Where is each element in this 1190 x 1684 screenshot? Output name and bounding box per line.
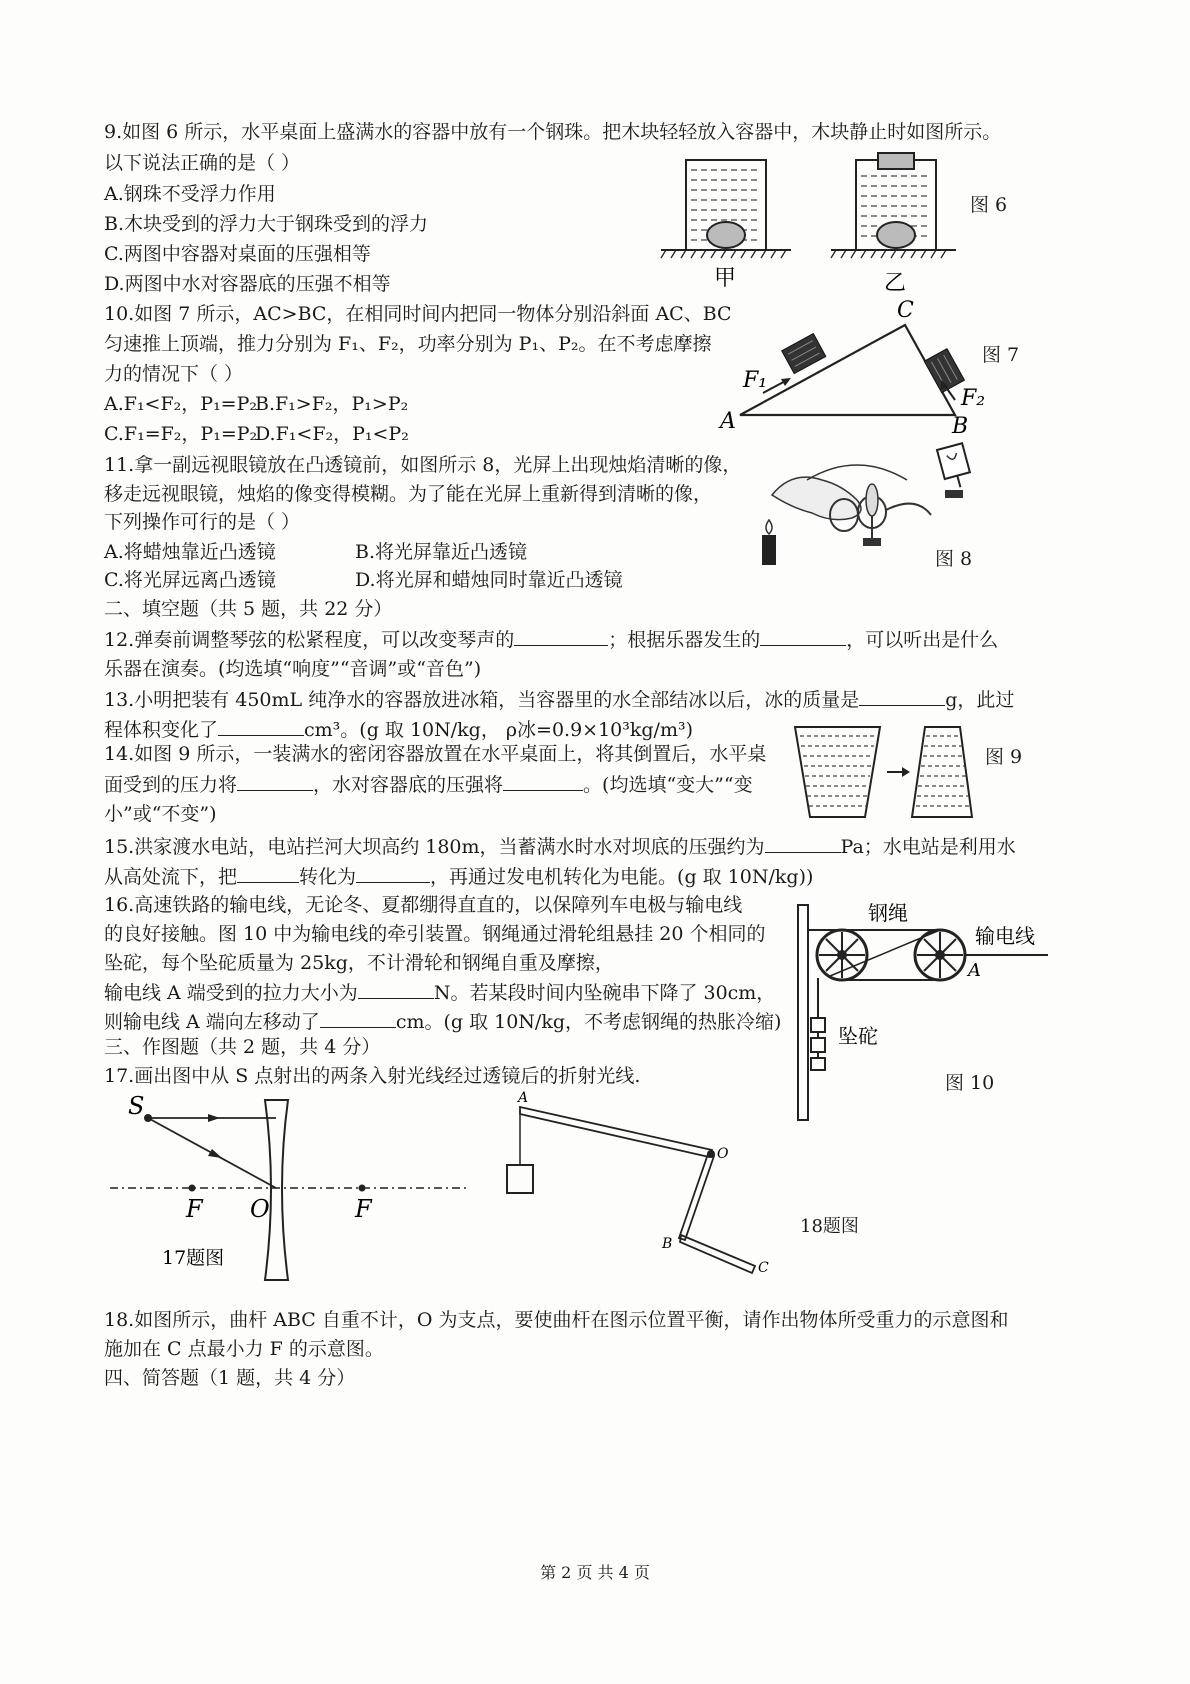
- q10-stem-line1: 10.如图 7 所示，AC>BC，在相同时间内把同一物体分别沿斜面 AC、BC: [104, 303, 732, 325]
- q16-line4: 输电线 A 端受到的拉力大小为 N。若某段时间内坠碗串下降了 30cm，: [104, 982, 776, 1004]
- rod-bc: [680, 1235, 755, 1273]
- q9-option-d: D.两图中水对容器底的压强不相等: [104, 273, 391, 295]
- q14-line3: 小”或“不变”): [104, 803, 217, 825]
- q15-blank-2[interactable]: [237, 864, 299, 883]
- q16-blank-2[interactable]: [320, 1009, 396, 1028]
- label-f2: F₂: [961, 386, 986, 411]
- fig9-caption: 图 9: [985, 746, 1023, 768]
- rod-ao: [520, 1107, 712, 1157]
- hanging-object: [507, 1165, 533, 1193]
- q13-blank-1[interactable]: [859, 687, 945, 706]
- section-2-heading: 二、填空题（共 5 题，共 22 分）: [104, 598, 393, 620]
- q13-blank-2[interactable]: [218, 717, 304, 736]
- q9-stem-line1: 9.如图 6 所示，水平桌面上盛满水的容器中放有一个钢珠。把木块轻轻放入容器中，木块静止时如图所示。: [104, 121, 1002, 143]
- q16-line2: 的良好接触。图 10 中为输电线的牵引装置。钢绳通过滑轮组悬挂 20 个相同的: [104, 923, 766, 945]
- q10-option-c: C.F₁=F₂，P₁=P₂: [104, 423, 258, 445]
- q12-line1: 12.弹奏前调整琴弦的松紧程度，可以改变琴声的 ；根据乐器发生的 ，可以听出是什么: [104, 629, 999, 651]
- wood-block: [878, 153, 914, 169]
- q10-option-d: D.F₁<F₂，P₁<P₂: [255, 423, 409, 445]
- steel-ball: [877, 222, 915, 248]
- q12-blank-1[interactable]: [514, 627, 608, 646]
- hand-icon: [772, 477, 861, 520]
- label-a: A: [518, 1090, 529, 1106]
- label-o: O: [717, 1146, 729, 1162]
- q11-stem-line1: 11.拿一副远视眼镜放在凸透镜前，如图所示 8，光屏上出现烛焰清晰的像，: [104, 454, 742, 476]
- q18-stem-line2: 施加在 C 点最小力 F 的示意图。: [104, 1338, 384, 1360]
- label-weight: 坠砣: [838, 1024, 878, 1048]
- label-a: A: [968, 960, 981, 981]
- q14-blank-2[interactable]: [503, 772, 583, 791]
- point-a: A: [720, 409, 736, 434]
- screen-icon: [937, 443, 973, 490]
- figure-9-containers: [790, 722, 980, 822]
- q12-blank-2[interactable]: [760, 627, 846, 646]
- fig17-caption: 17题图: [162, 1247, 225, 1269]
- q11-option-a: A.将蜡烛靠近凸透镜: [104, 541, 276, 563]
- q10-option-a: A.F₁<F₂，P₁=P₂: [104, 393, 258, 415]
- label-f-right: F: [355, 1195, 372, 1223]
- q9-option-a: A.钢珠不受浮力作用: [104, 183, 276, 205]
- q13-line2: 程体积变化了 cm³。(g 取 10N/kg， ρ冰=0.9×10³kg/m³): [104, 719, 694, 741]
- label-c: C: [758, 1260, 769, 1276]
- container-inverted: [912, 727, 972, 817]
- label-b: B: [662, 1236, 673, 1252]
- page-footer: 第 2 页 共 4 页: [540, 1563, 650, 1582]
- q14-line2: 面受到的压力将 ，水对容器底的压强将 。(均选填“变大”“变: [104, 774, 753, 796]
- pivot-o: [707, 1150, 715, 1158]
- label-jia: 甲: [714, 266, 737, 291]
- fig7-caption: 图 7: [982, 344, 1020, 366]
- q18-stem-line1: 18.如图所示，曲杆 ABC 自重不计，O 为支点，要使曲杆在图示位置平衡，请作出物体所受重力的示意图和: [104, 1309, 1009, 1331]
- container-jia: [661, 160, 791, 258]
- convex-lens: [866, 484, 878, 516]
- candle-icon: [762, 535, 776, 565]
- q16-line1: 16.高速铁路的输电线，无论冬、夏都绷得直直的，以保障列车电极与输电线: [104, 894, 743, 916]
- pole: [798, 905, 808, 1120]
- q15-blank-3[interactable]: [356, 864, 430, 883]
- fig6-caption: 图 6: [970, 194, 1008, 216]
- fig18-caption: 18题图: [800, 1216, 859, 1237]
- figure-18-lever: [500, 1090, 800, 1285]
- q10-stem-line3: 力的情况下（ ）: [104, 363, 244, 385]
- q11-option-c: C.将光屏远离凸透镜: [104, 569, 276, 591]
- rod-ob: [679, 1154, 714, 1240]
- q14-blank-1[interactable]: [237, 772, 313, 791]
- figure-17-lens: [100, 1092, 480, 1287]
- q11-option-d: D.将光屏和蜡烛同时靠近凸透镜: [355, 569, 623, 591]
- point-c: C: [897, 298, 914, 323]
- concave-lens: [265, 1100, 288, 1280]
- q17-stem: 17.画出图中从 S 点射出的两条入射光线经过透镜后的折射光线.: [104, 1065, 641, 1087]
- container-upright: [795, 727, 880, 817]
- fig10-caption: 图 10: [945, 1072, 995, 1094]
- label-f-left: F: [186, 1195, 203, 1223]
- q11-stem-line3: 下列操作可行的是（ ）: [104, 511, 301, 533]
- q10-stem-line2: 匀速推上顶端，推力分别为 F₁、F₂，功率分别为 P₁、P₂。在不考虑摩擦: [104, 333, 712, 355]
- figure-7-incline: [715, 295, 995, 440]
- figure-10-pulley: [790, 900, 1050, 1125]
- label-f1: F₁: [743, 368, 768, 393]
- weights: [811, 1018, 825, 1070]
- q16-blank-1[interactable]: [358, 980, 434, 999]
- q9-option-b: B.木块受到的浮力大于钢珠受到的浮力: [104, 213, 429, 235]
- q16-line5: 则输电线 A 端向左移动了 cm。(g 取 10N/kg，不考虑钢绳的热胀冷缩): [104, 1011, 782, 1033]
- q15-line2: 从高处流下，把 转化为 ，再通过发电机转化为电能。(g 取 10N/kg)): [104, 866, 814, 888]
- block-on-ac: [782, 334, 826, 374]
- container-yi: [831, 153, 956, 258]
- q11-stem-line2: 移走远视眼镜，烛焰的像变得模糊。为了能在光屏上重新得到清晰的像，: [104, 483, 713, 505]
- q13-line1: 13.小明把装有 450mL 纯净水的容器放进冰箱，当容器里的水全部结冰以后，冰的质量是 g，此过: [104, 689, 1015, 711]
- point-b: B: [952, 414, 969, 439]
- steel-ball: [707, 222, 745, 248]
- q15-blank-1[interactable]: [765, 834, 841, 853]
- label-o: O: [250, 1195, 270, 1223]
- q9-stem-line2: 以下说法正确的是（ ）: [104, 152, 301, 174]
- section-4-heading: 四、简答题（1 题，共 4 分）: [104, 1367, 356, 1389]
- q10-option-b: B.F₁>F₂，P₁>P₂: [255, 393, 409, 415]
- section-3-heading: 三、作图题（共 2 题，共 4 分）: [104, 1036, 381, 1058]
- q16-line3: 坠砣，每个坠砣质量为 25kg，不计滑轮和钢绳自重及摩擦，: [104, 952, 614, 974]
- q9-option-c: C.两图中容器对桌面的压强相等: [104, 243, 371, 265]
- q12-line2: 乐器在演奏。(均选填“响度”“音调”或“音色”): [104, 658, 482, 680]
- figure-6-containers: [656, 150, 956, 295]
- q15-line1: 15.洪家渡水电站，电站拦河大坝高约 180m，当蓄满水时水对坝底的压强约为 Pa；水电站是利用水: [104, 836, 1016, 858]
- label-s: S: [128, 1092, 145, 1120]
- q14-line1: 14.如图 9 所示，一装满水的密闭容器放置在水平桌面上，将其倒置后，水平桌: [104, 743, 767, 765]
- fig8-caption: 图 8: [935, 548, 973, 570]
- label-power-line: 输电线: [975, 924, 1035, 948]
- q11-option-b: B.将光屏靠近凸透镜: [355, 541, 528, 563]
- label-yi: 乙: [884, 271, 907, 295]
- label-rope: 钢绳: [868, 901, 908, 925]
